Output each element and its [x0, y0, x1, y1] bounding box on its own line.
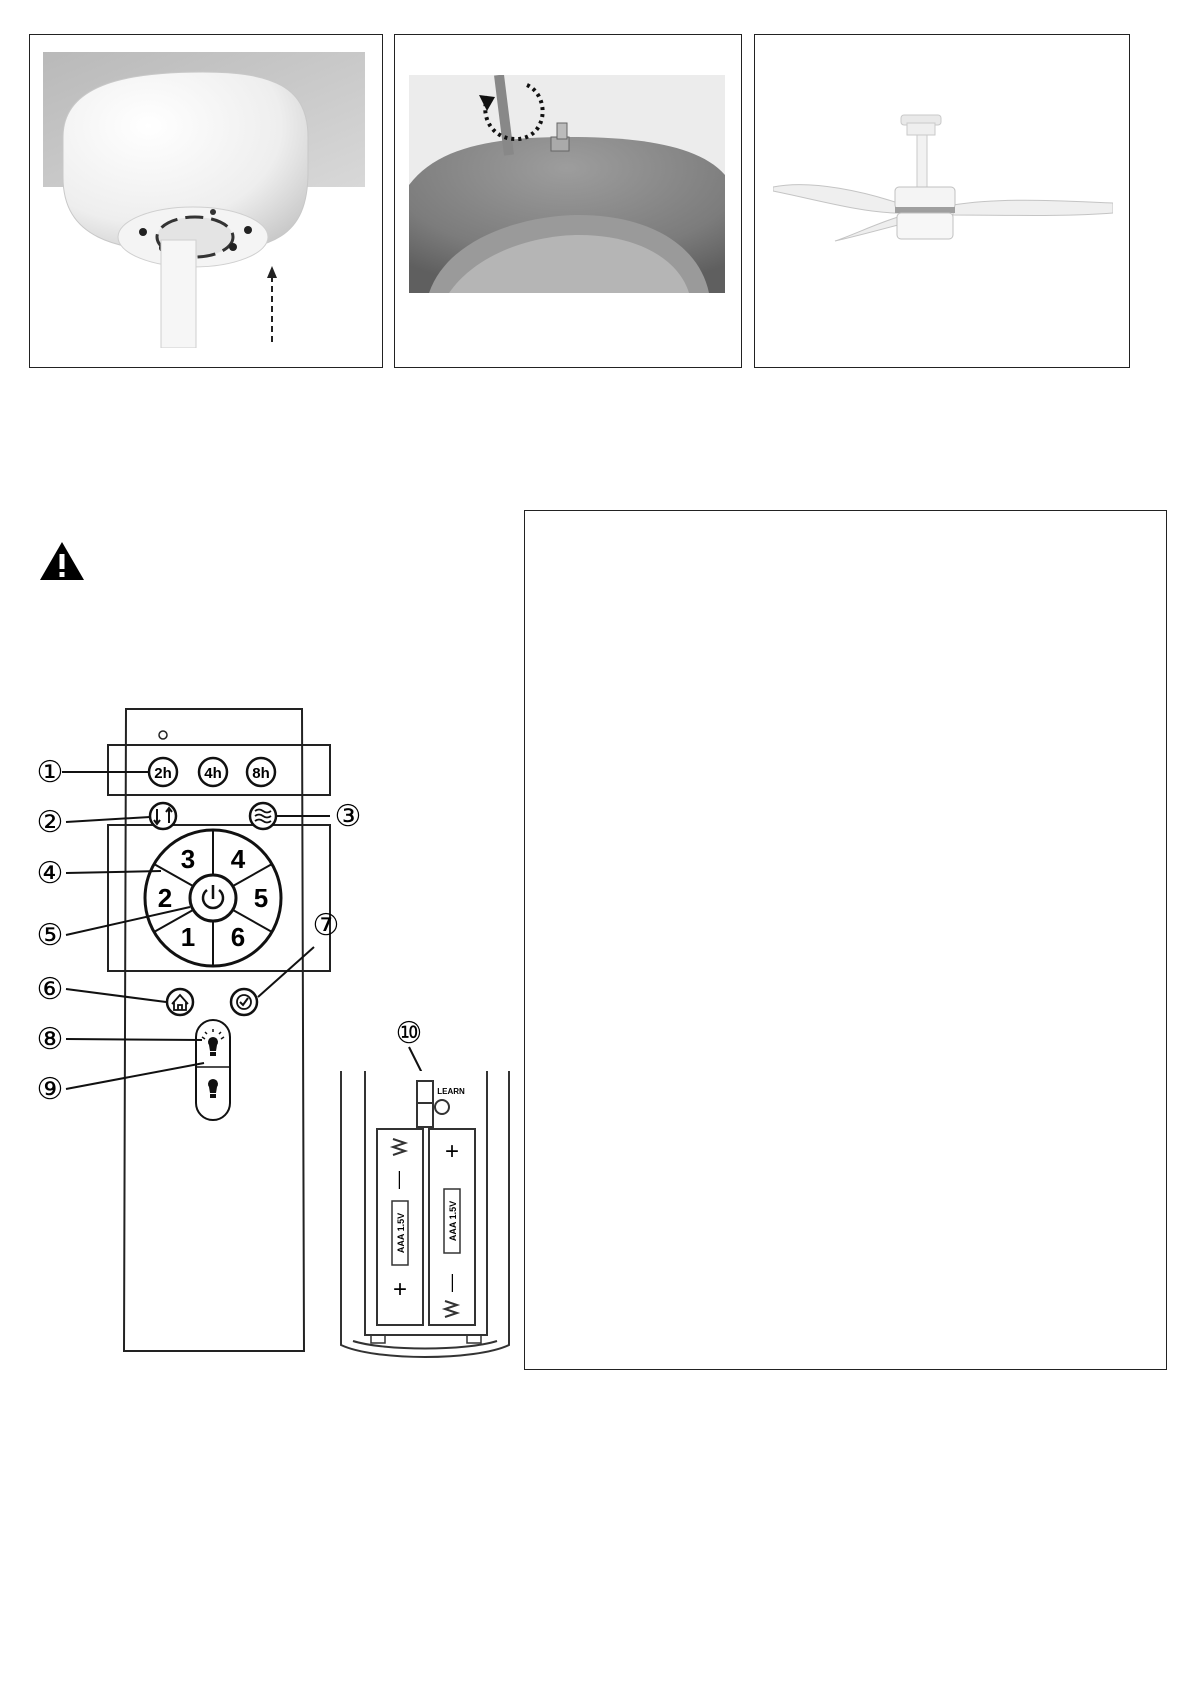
- svg-text:4h: 4h: [204, 765, 222, 782]
- photo-frame-2: [394, 34, 742, 368]
- battery-compartment-diagram: [335, 1005, 515, 1365]
- photo-frame-1: [29, 34, 383, 368]
- check-circle-icon: [231, 989, 257, 1015]
- warning-triangle-icon: [38, 540, 86, 582]
- screw-tightening-photo: [409, 75, 725, 293]
- svg-text:8h: 8h: [252, 765, 270, 782]
- callout-1: ①: [36, 756, 64, 789]
- instructions-text-box: [524, 510, 1167, 1370]
- speed-button-6: 6: [230, 922, 246, 952]
- callout-7: ⑦: [312, 909, 340, 942]
- learn-button: [435, 1100, 449, 1114]
- svg-text:—: —: [388, 1171, 408, 1189]
- callout-4: ④: [36, 857, 64, 890]
- svg-text:AAA 1.5V: AAA 1.5V: [448, 1200, 458, 1242]
- svg-text:+: +: [444, 1138, 460, 1165]
- timer-button-8h: [247, 758, 275, 786]
- speed-button-4: 4: [230, 844, 246, 874]
- light-button-shell: [196, 1020, 230, 1120]
- photo-frame-3: [754, 34, 1130, 368]
- timer-button-4h: [199, 758, 227, 786]
- svg-text:2h: 2h: [154, 765, 172, 782]
- callout-9: ⑨: [36, 1073, 64, 1106]
- speed-button-5: 5: [253, 883, 269, 913]
- callout-3: ③: [334, 800, 360, 833]
- remote-control-diagram: [30, 705, 360, 1365]
- speed-wheel: [145, 830, 281, 966]
- home-icon: [167, 989, 193, 1015]
- callout-5: ⑤: [36, 919, 64, 952]
- timer-button-2h: [149, 758, 177, 786]
- speed-button-1: 1: [180, 922, 196, 952]
- speed-button-2: 2: [157, 883, 173, 913]
- callout-2: ②: [36, 806, 64, 839]
- assembled-ceiling-fan-photo: [773, 105, 1113, 285]
- learn-label: LEARN: [437, 1087, 465, 1096]
- svg-text:AAA 1.5V: AAA 1.5V: [396, 1212, 406, 1254]
- callout-10: ⑩: [395, 1017, 423, 1050]
- natural-breeze-icon: [250, 803, 276, 829]
- canopy-installation-photo: [43, 52, 365, 348]
- speed-button-3: 3: [180, 844, 196, 874]
- svg-text:—: —: [441, 1274, 461, 1292]
- callout-6: ⑥: [36, 973, 64, 1006]
- svg-text:+: +: [392, 1276, 408, 1303]
- callout-8: ⑧: [36, 1023, 64, 1056]
- reverse-direction-icon: [150, 803, 176, 829]
